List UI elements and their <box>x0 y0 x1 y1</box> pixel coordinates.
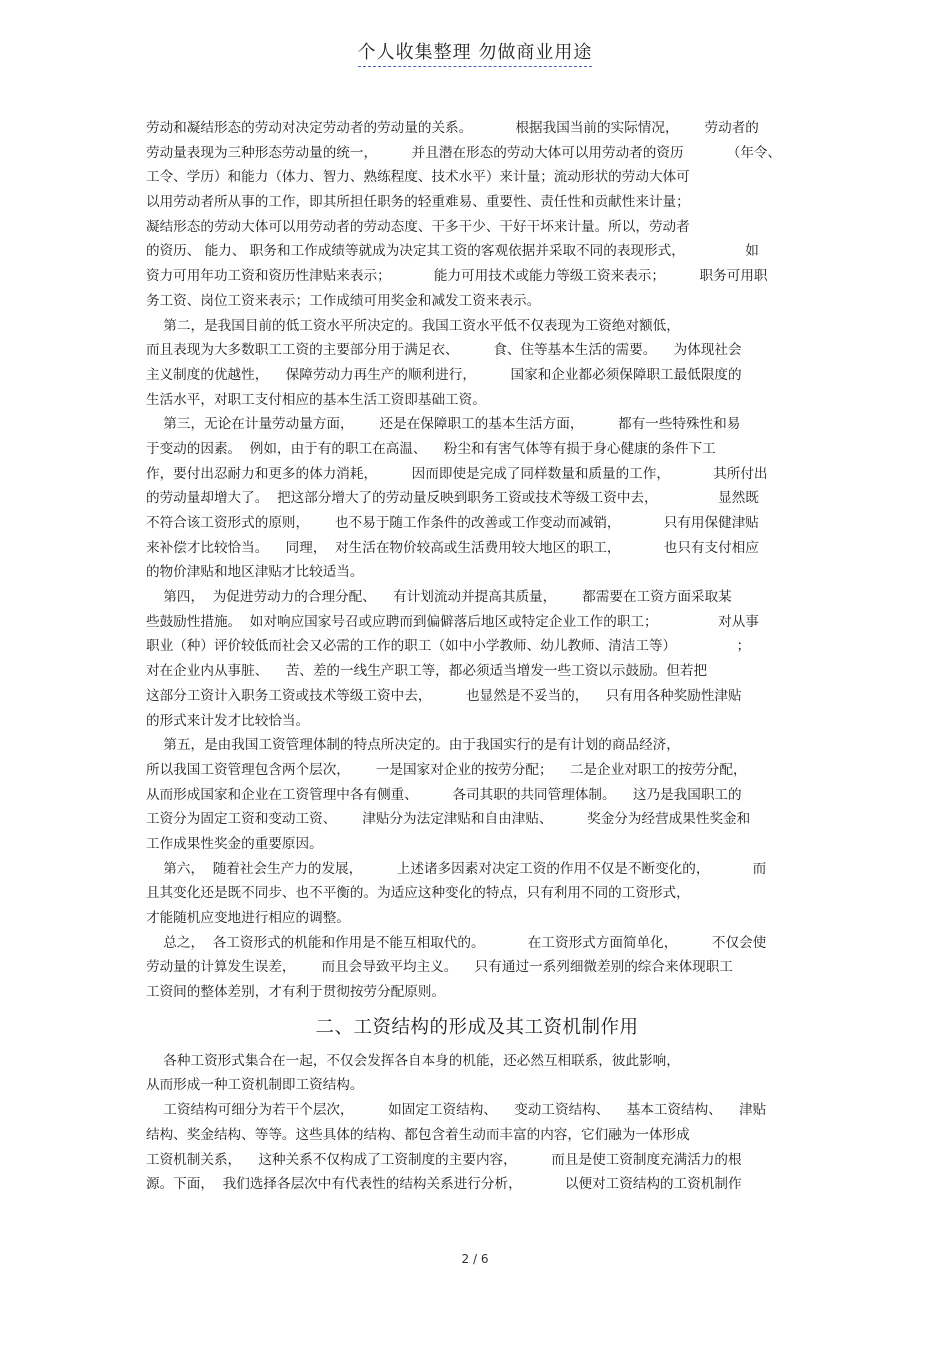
text-line: 源。下面， 我们选择各层次中有代表性的结构关系进行分析， 以便对工资结构的工资机制作 <box>146 1176 742 1193</box>
text-line: 从而形成一种工资机制即工资结构。 <box>146 1077 364 1094</box>
text-line: 工资机制关系， 这种关系不仅构成了工资制度的主要内容， 而且是使工资制度充满活力的根 <box>146 1151 742 1168</box>
text-line: 于变动的因素。 例如，由于有的职工在高温、 粉尘和有害气体等有损于身心健康的条件下工 <box>146 440 716 457</box>
text-line: 作，要付出忍耐力和更多的体力消耗， 因而即使是完成了同样数量和质量的工作， 其所付出 <box>146 465 768 482</box>
text-line: 工令、学历）和能力（体力、智力、熟练程度、技术水平）来计量；流动形状的劳动大体可 <box>146 169 690 186</box>
text-line: 的劳动量却增大了。 把这部分增大了的劳动量反映到职务工资或技术等级工资中去， 显然既 <box>146 490 759 507</box>
document-body <box>146 116 808 1197</box>
text-line: 主义制度的优越性， 保障劳动力再生产的顺利进行， 国家和企业都必须保障职工最低限度的 <box>146 366 742 383</box>
text-line: 第四， 为促进劳动力的合理分配、 有计划流动并提高其质量， 都需要在工资方面采取某 <box>146 589 732 606</box>
text-line: 第三，无论在计量劳动量方面， 还是在保障职工的基本生活方面， 都有一些特殊性和易 <box>146 416 741 433</box>
text-line: 职业（种）评价较低而社会又必需的工作的职工（如中小学教师、幼儿教师、清洁工等） ； <box>146 638 751 655</box>
text-line: 各种工资形式集合在一起，不仅会发挥各自本身的机能，还必然互相联系，彼此影响， <box>146 1052 680 1069</box>
text-line: 的物价津贴和地区津贴才比较适当。 <box>146 564 364 581</box>
text-line: 且其变化还是既不同步、也不平衡的。为适应这种变化的特点，只有利用不同的工资形式， <box>146 885 690 902</box>
text-line: 总之， 各工资形式的机能和作用是不能互相取代的。 在工资形式方面简单化， 不仅会使 <box>146 934 767 951</box>
text-line: 结构、奖金结构、等等。这些具体的结构、都包含着生动而丰富的内容，它们融为一体形成 <box>146 1126 690 1143</box>
text-line: 第六， 随着社会生产力的发展， 上述诸多因素对决定工资的作用不仅是不断变化的， 而 <box>146 860 767 877</box>
text-line: 务工资、岗位工资来表示；工作成绩可用奖金和减发工资来表示。 <box>146 292 541 309</box>
text-line: 这部分工资计入职务工资或技术等级工资中去， 也显然是不妥当的， 只有用各种奖励性津贴 <box>146 687 742 704</box>
text-line: 工资结构可细分为若干个层次， 如固定工资结构、 变动工资结构、 基本工资结构、 津贴 <box>146 1102 767 1119</box>
text-line: 来补偿才比较恰当。 同理， 对生活在物价较高或生活费用较大地区的职工， 也只有支付相应 <box>146 539 759 556</box>
text-line: 生活水平，对职工支付相应的基本生活工资即基础工资。 <box>146 391 486 408</box>
text-line: 资力可用年功工资和资历性津贴来表示； 能力可用技术或能力等级工资来表示； 职务可用职 <box>146 268 768 285</box>
text-line: 第二，是我国目前的低工资水平所决定的。我国工资水平低不仅表现为工资绝对额低， <box>146 317 680 334</box>
text-line: 以用劳动者所从事的工作，即其所担任职务的轻重难易、重要性、责任性和贡献性来计量； <box>146 194 690 211</box>
paragraph-block-2 <box>146 1049 808 1197</box>
page-number: 2 / 6 <box>461 1252 489 1266</box>
text-line: 的形式来计发才比较恰当。 <box>146 712 310 729</box>
section-heading: 二、工资结构的形成及其工资机制作用 <box>315 1016 639 1038</box>
text-line: 些鼓励性措施。 如对响应国家号召或应聘而到偏僻落后地区或特定企业工作的职工； 对从事 <box>146 613 759 630</box>
text-line: 才能随机应变地进行相应的调整。 <box>146 910 350 926</box>
text-line: 对在企业内从事脏、 苦、差的一线生产职工等，都必须适当增发一些工资以示鼓励。但若把 <box>146 663 708 680</box>
text-line: 而且表现为大多数职工工资的主要部分用于满足衣、 食、住等基本生活的需要。 为体现社会 <box>146 342 742 359</box>
text-line: 劳动量的计算发生误差， 而且会导致平均主义。 只有通过一系列细微差别的综合来体现职工 <box>146 959 733 976</box>
paragraph-block-1 <box>146 116 808 1005</box>
text-line: 所以我国工资管理包含两个层次， 一是国家对企业的按劳分配； 二是企业对职工的按劳分配， <box>146 761 747 778</box>
header-text: 个人收集整理 勿做商业用途 <box>358 42 593 67</box>
text-line: 的资历、 能力、 职务和工作成绩等就成为决定其工资的客观依据并采取不同的表现形式， 如 <box>146 243 759 260</box>
text-line: 劳动和凝结形态的劳动对决定劳动者的劳动量的关系。 根据我国当前的实际情况， 劳动者的 <box>146 120 759 136</box>
text-line: 劳动量表现为三种形态劳动量的统一， 并且潜在形态的劳动大体可以用劳动者的资历 （年令、 <box>146 144 782 161</box>
text-line: 工资分为固定工资和变动工资、 津贴分为法定津贴和自由津贴、 奖金分为经营成果性奖金和 <box>146 811 751 828</box>
text-line: 从而形成国家和企业在工资管理中各有侧重、 各司其职的共同管理体制。 这乃是我国职工的 <box>146 786 742 803</box>
page-header <box>0 38 950 64</box>
text-line: 工资间的整体差别，才有利于贯彻按劳分配原则。 <box>146 984 446 1001</box>
text-line: 第五，是由我国工资管理体制的特点所决定的。由于我国实行的是有计划的商品经济， <box>146 737 680 754</box>
text-line: 工作成果性奖金的重要原因。 <box>146 835 323 852</box>
text-line: 凝结形态的劳动大体可以用劳动者的劳动态度、干多干少、干好干坏来计量。所以，劳动者 <box>146 218 690 235</box>
page-footer <box>0 1252 950 1266</box>
text-line: 不符合该工资形式的原则， 也不易于随工作条件的改善或工作变动而减销， 只有用保健津贴 <box>146 515 759 531</box>
